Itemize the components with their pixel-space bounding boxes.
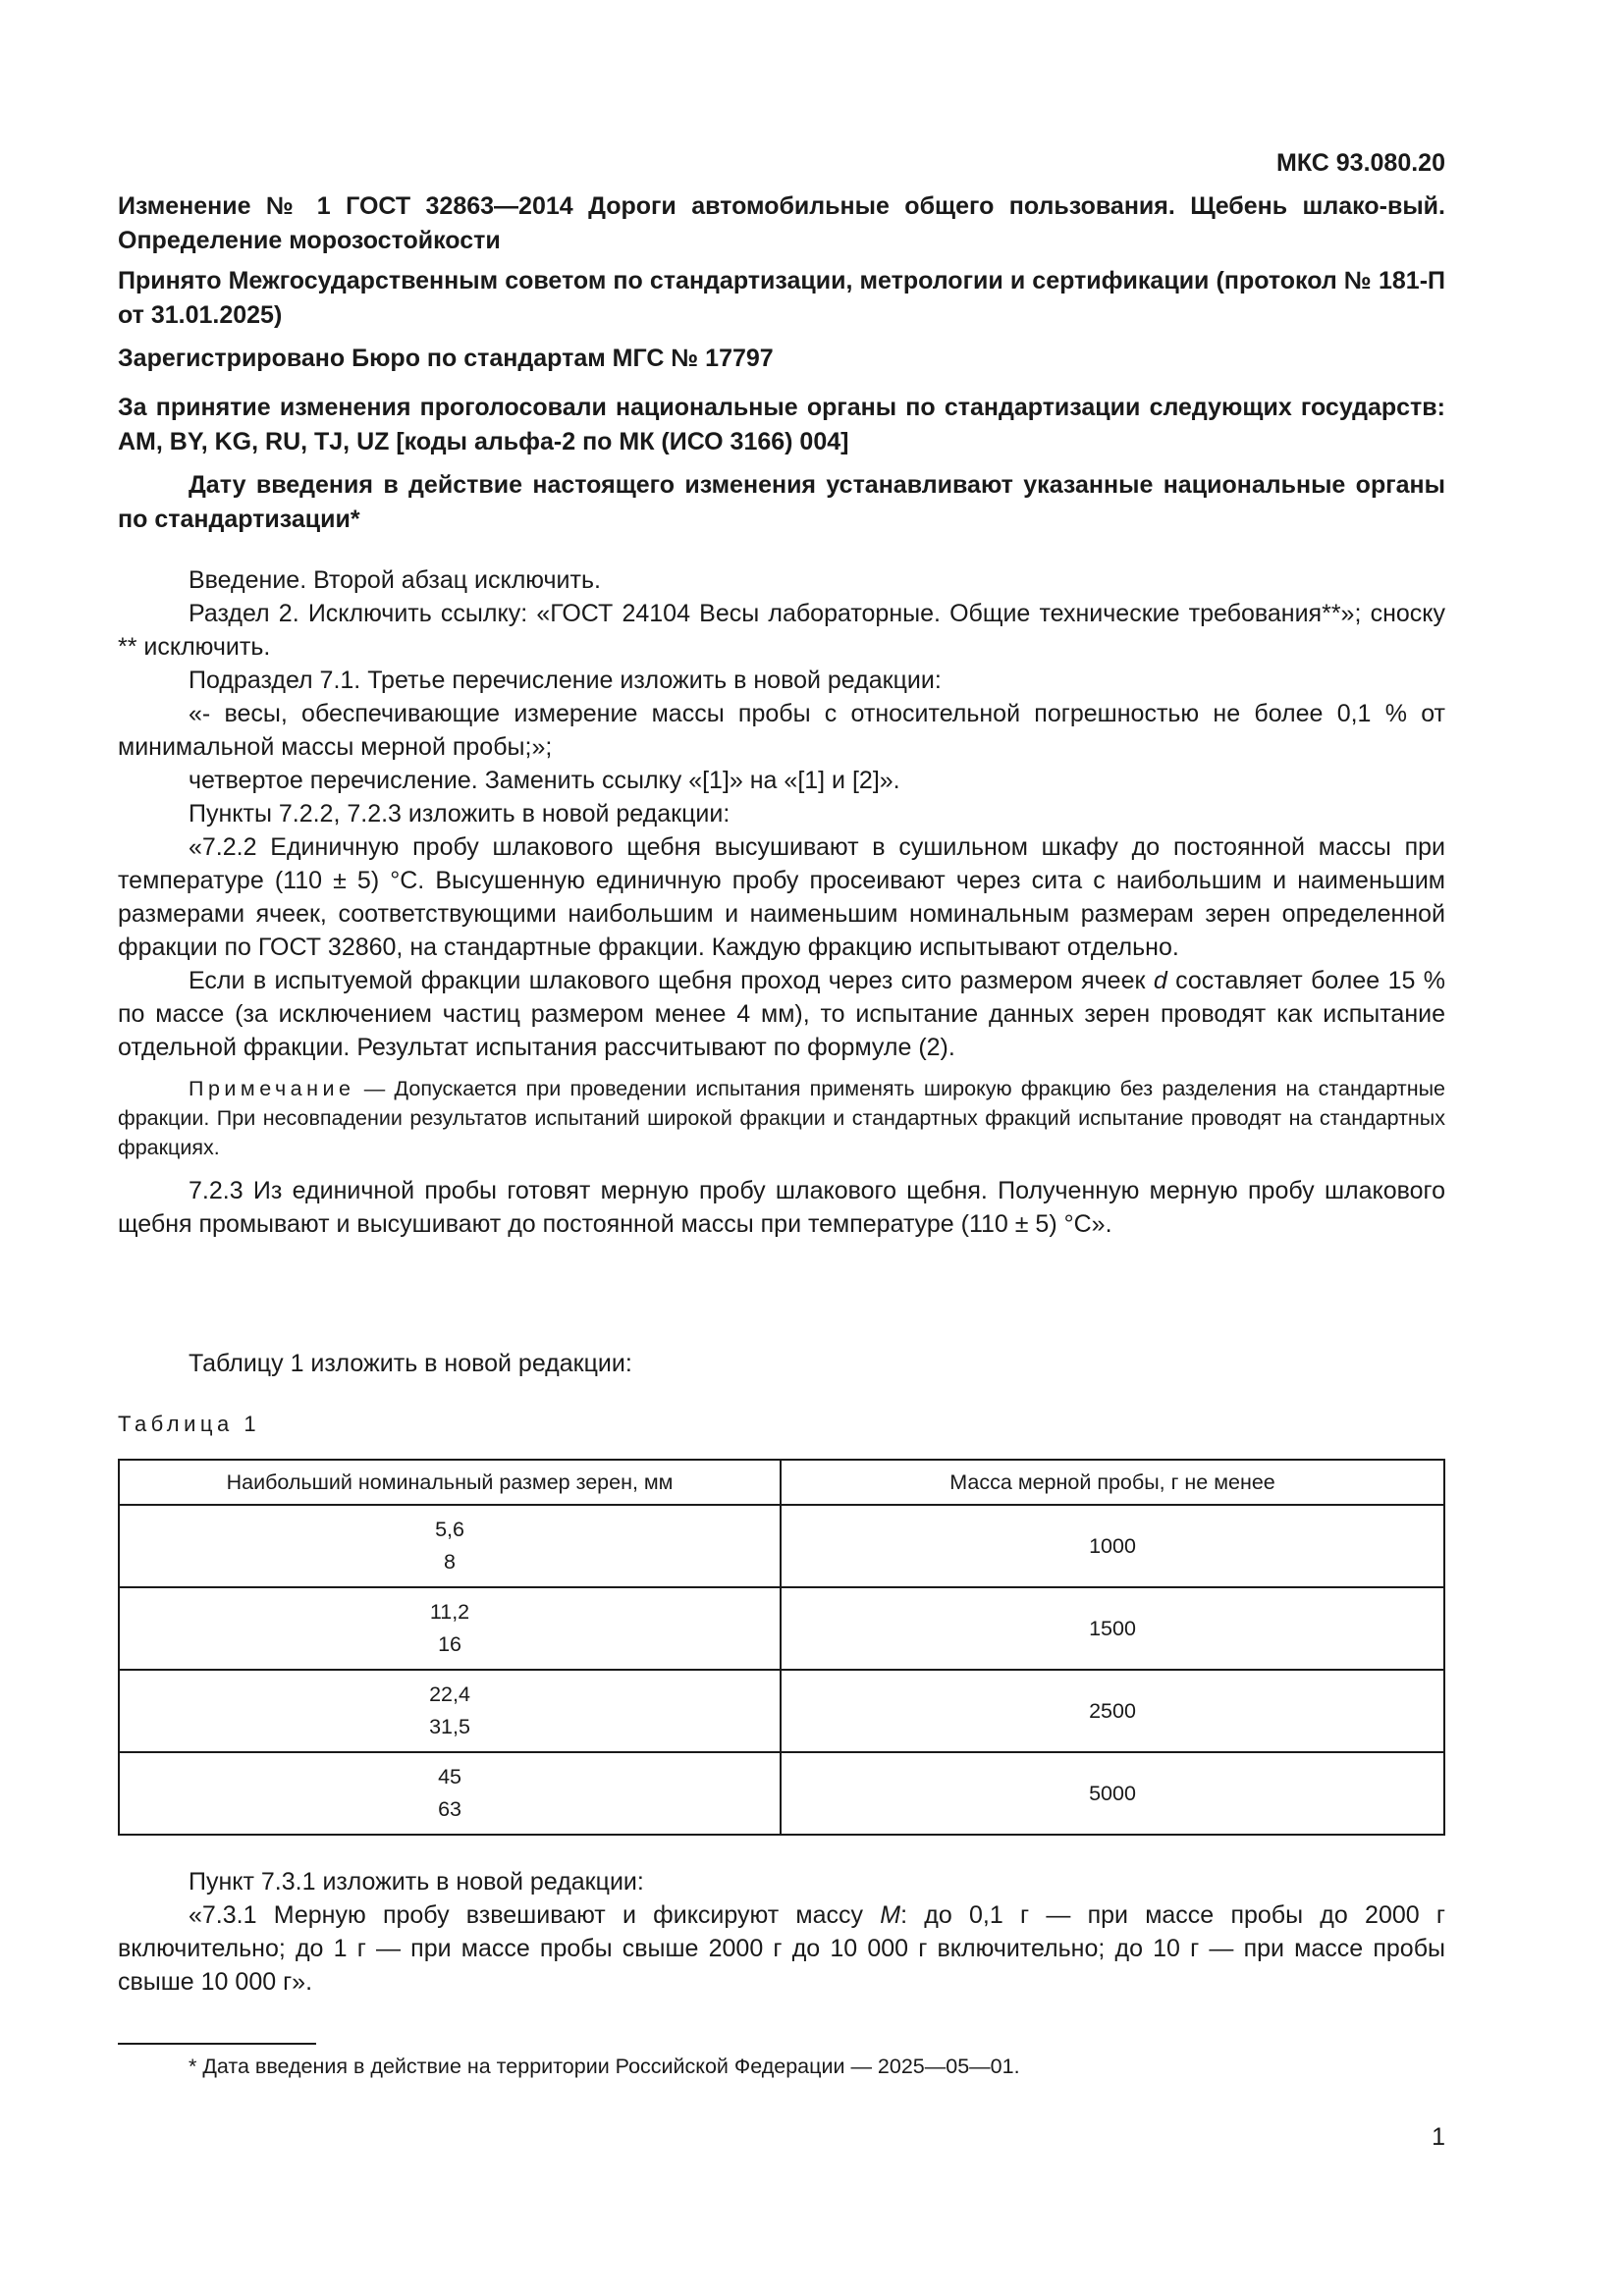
- text-run: составляет более 15 % по массе (за исключением частиц размером менее 4 мм), то испытание данных зерен проводят как испытание отдельной фракции. Результат испытания рассчитывают по формуле (2).: [118, 967, 1445, 1061]
- paragraph: [118, 1898, 1445, 1999]
- variable-d: d: [1153, 967, 1167, 994]
- paragraph: четвертое перечисление. Заменить ссылку «[1]» на «[1] и [2]».: [189, 767, 900, 794]
- footnote-separator: [118, 2043, 316, 2045]
- size-cell: [119, 1752, 781, 1835]
- size-cell: [119, 1505, 781, 1587]
- note-text: — Допускается при проведении испытания применять широкую фракцию без разделения на стандартные фракции. При несовпадении результатов испытаний широкой фракции и стандартных фракций испытание проводят на стандартных фракциях.: [118, 1077, 1445, 1159]
- paragraph: 7.2.3 Из единичной пробы готовят мерную пробу шлакового щебня. Полученную мерную пробу шлакового щебня промывают и высушивают до постоянной массы при температуре (110 ± 5) °С».: [118, 1177, 1445, 1238]
- amendment-body: [118, 563, 1445, 1241]
- size-value: 8: [444, 1550, 456, 1574]
- size-cell: [119, 1587, 781, 1670]
- size-value: 16: [438, 1632, 461, 1656]
- paragraph: Раздел 2. Исключить ссылку: «ГОСТ 24104 Весы лабораторные. Общие технические требования**»; сноску ** исключить.: [118, 600, 1445, 661]
- note-label: Примечание: [189, 1077, 355, 1100]
- table-header-row: [119, 1460, 1444, 1505]
- table-row: [119, 1670, 1444, 1752]
- mks-code: МКС 93.080.20: [1276, 149, 1445, 177]
- size-value: 31,5: [429, 1715, 470, 1738]
- table-row: [119, 1752, 1444, 1835]
- mass-cell: 1500: [781, 1587, 1444, 1670]
- size-value: 5,6: [435, 1518, 464, 1541]
- size-value: 22,4: [429, 1682, 470, 1706]
- sample-mass-table: [118, 1459, 1445, 1836]
- column-header: Масса мерной пробы, г не менее: [781, 1460, 1444, 1505]
- mass-cell: 5000: [781, 1752, 1444, 1835]
- amendment-title: Изменение № 1 ГОСТ 32863—2014 Дороги автомобильные общего пользования. Щебень шлако-вый. Определение морозостойкости: [118, 192, 1445, 254]
- text-run: : до 0,1 г — при массе пробы до 2000 г включительно; до 1 г — при массе пробы свыше 2000 г до 10 000 г включительно; до 10 г — при массе пробы свыше 10 000 г».: [118, 1901, 1446, 1996]
- column-header: Наибольший номинальный размер зерен, мм: [119, 1460, 781, 1505]
- variable-m: М: [880, 1901, 901, 1929]
- effective-date-statement: Дату введения в действие настоящего изменения устанавливают указанные национальные органы по стандартизации*: [118, 471, 1445, 533]
- paragraph: «7.2.2 Единичную пробу шлакового щебня высушивают в сушильном шкафу до постоянной массы при температуре (110 ± 5) °С. Высушенную единичную пробу просеивают через сита с наибольшим и наименьшим размерами ячеек, соответствующими наибольшим и наименьшим номинальным размерам зерен определенной фракции по ГОСТ 32860, на стандартные фракции. Каждую фракцию испытывают отдельно.: [118, 833, 1445, 961]
- size-value: 63: [438, 1797, 461, 1821]
- paragraph: [118, 964, 1445, 1064]
- text-run: «7.3.1 Мерную пробу взвешивают и фиксируют массу: [189, 1901, 881, 1929]
- footnote: * Дата введения в действие на территории Российской Федерации — 2025—05—01.: [189, 2055, 1020, 2078]
- mass-cell: 2500: [781, 1670, 1444, 1752]
- adopted-statement: Принято Межгосударственным советом по стандартизации, метрологии и сертификации (протокол № 181-П от 31.01.2025): [118, 267, 1445, 329]
- table-container: [118, 1459, 1445, 1836]
- mass-cell: 1000: [781, 1505, 1444, 1587]
- registered-statement: Зарегистрировано Бюро по стандартам МГС № 17797: [118, 345, 774, 372]
- table-row: [119, 1505, 1444, 1587]
- paragraph: Пункт 7.3.1 изложить в новой редакции:: [189, 1868, 644, 1896]
- page-number: 1: [1432, 2123, 1445, 2151]
- table-caption: Таблица 1: [118, 1412, 261, 1436]
- size-value: 11,2: [429, 1600, 470, 1624]
- size-cell: [119, 1670, 781, 1752]
- voted-statement: За принятие изменения проголосовали национальные органы по стандартизации следующих государств: AM, BY, KG, RU, TJ, UZ [коды альфа-2 по МК (ИСО 3166) 004]: [118, 394, 1445, 455]
- size-value: 45: [438, 1765, 461, 1789]
- table-row: [119, 1587, 1444, 1670]
- after-table-body: [118, 1865, 1445, 1999]
- paragraph: Таблицу 1 изложить в новой редакции:: [189, 1350, 632, 1377]
- paragraph: Пункты 7.2.2, 7.2.3 изложить в новой редакции:: [189, 800, 731, 828]
- paragraph: Подраздел 7.1. Третье перечисление изложить в новой редакции:: [189, 667, 942, 694]
- paragraph: Введение. Второй абзац исключить.: [189, 566, 601, 594]
- text-run: Если в испытуемой фракции шлакового щебня проход через сито размером ячеек: [189, 967, 1154, 994]
- note: [118, 1074, 1445, 1162]
- paragraph: «- весы, обеспечивающие измерение массы пробы с относительной погрешностью не более 0,1 % от минимальной массы мерной пробы;»;: [118, 700, 1445, 761]
